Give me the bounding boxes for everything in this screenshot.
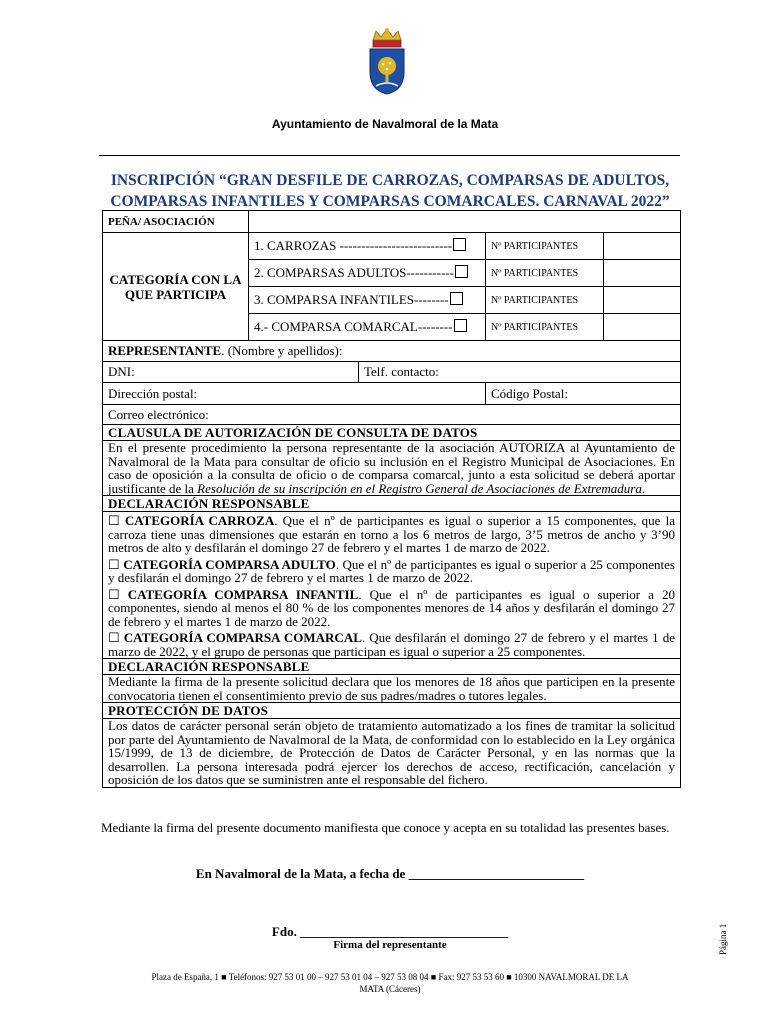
representante-hint: . (Nombre y apellidos):: [221, 343, 343, 358]
signature-line[interactable]: Fdo. ________________________________: [271, 924, 509, 939]
category-label: 1. CARROZAS --------------------------: [254, 238, 453, 253]
checkbox-icon[interactable]: ☐: [108, 513, 120, 528]
clausula-end: .: [641, 480, 646, 496]
item-title: CATEGORÍA COMPARSA COMARCAL: [123, 630, 362, 645]
proteccion-text: Los datos de carácter personal serán objeto de tratamiento automatizado a los fines de tramitar la solicitud por parte del Ayuntamiento de Navalmoral de la Mata, de conformidad con lo establecido en la Ley orgánica 15/1999, de 13 de diciembre, de Protección de Datos de Carácter Personal, y en las normas que la desarrollen. La persona interesada podrá ejercer los derechos de acceso, rectificación, cancelación y oposición de los datos que se suministren ante el responsable del fichero.: [103, 719, 681, 788]
checkbox-icon[interactable]: ☐: [108, 630, 120, 645]
declaracion-item-adulto[interactable]: [108, 558, 675, 585]
item-text: . Que el nº de participantes es igual o superior a 25 componentes y desfilarán el domingo 27 de febrero y el martes 1 de marzo de 2022.: [108, 556, 675, 585]
participants-label: Nº PARTICIPANTES: [486, 314, 604, 341]
signature-caption: Firma del representante: [333, 939, 447, 951]
representante-label: REPRESENTANTE: [108, 343, 222, 358]
participants-label: Nº PARTICIPANTES: [486, 260, 604, 287]
footer-line-1: Plaza de España, 1 ■ Teléfonos: 927 53 01 00 – 927 53 01 04 – 927 53 08 04 ■ Fax: 927 53 53 60 ■ 10300 NAVALMORAL DE LA: [151, 972, 629, 982]
pena-label: PEÑA/ ASOCIACIÓN: [103, 211, 249, 233]
title-line-1: INSCRIPCIÓN “GRAN DESFILE DE CARROZAS, COMPARSAS DE ADULTOS,: [110, 172, 670, 189]
clausula-italic: Resolución de su inscripción en el Registro General de Asociaciones de Extremadura: [197, 480, 642, 496]
item-text: . Que el nº de participantes es igual o superior a 20 componentes, siendo al menos el 80 % de los componentes menores de 14 años y desfilarán el domingo 27 de febrero y el martes 1 de marzo de 2022.: [108, 586, 675, 629]
document-title: [100, 170, 680, 212]
proteccion-heading: PROTECCIÓN DE DATOS: [103, 703, 681, 719]
coat-of-arms-icon: [364, 28, 410, 96]
category-label: 2. COMPARSAS ADULTOS-----------: [254, 265, 454, 280]
declaracion-items: [103, 512, 681, 659]
participants-field[interactable]: [604, 314, 681, 341]
place-date-line[interactable]: En Navalmoral de la Mata, a fecha de ___________________________: [195, 866, 585, 881]
checkbox-icon[interactable]: [455, 265, 468, 278]
pena-field[interactable]: [249, 211, 681, 233]
registration-form: [102, 210, 681, 788]
clausula-heading: CLAUSULA DE AUTORIZACIÓN DE CONSULTA DE DATOS: [103, 425, 681, 441]
item-title: CATEGORÍA COMPARSA INFANTIL: [127, 586, 359, 602]
category-label: 3. COMPARSA INFANTILES--------: [254, 292, 449, 307]
clausula-text: [103, 441, 681, 496]
participants-field[interactable]: [604, 287, 681, 314]
declaracion2-heading: DECLARACIÓN RESPONSABLE: [103, 659, 681, 675]
participants-label: Nº PARTICIPANTES: [486, 233, 604, 260]
category-label: 4.- COMPARSA COMARCAL--------: [254, 319, 453, 334]
category-comparsa-comarcal[interactable]: [249, 314, 486, 341]
dni-field[interactable]: DNI:: [103, 362, 359, 383]
categoria-label: CATEGORÍA CON LA QUE PARTICIPA: [103, 233, 249, 341]
codigo-postal-field[interactable]: Código Postal:: [486, 383, 681, 405]
correo-field[interactable]: Correo electrónico:: [103, 405, 681, 425]
title-line-2: COMPARSAS INFANTILES Y COMPARSAS COMARCALES. CARNAVAL 2022”: [110, 193, 670, 210]
acceptance-text: Mediante la firma del presente documento manifiesta que conoce y acepta en su totalidad las presentes bases.: [101, 820, 670, 835]
clausula-body: En el presente procedimiento la persona representante de la asociación AUTORIZA al Ayuntamiento de Navalmoral de la Mata para consultar de oficio su inclusión en el Registro Municipal de Asociaciones. En caso de oposición a la consulta de oficio o de comparsa comarcal, junto a esta solicitud se deberá aportar justificante de la: [108, 440, 675, 496]
declaracion-item-infantil[interactable]: [108, 588, 675, 629]
checkbox-icon[interactable]: ☐: [108, 556, 120, 572]
category-comparsa-infantiles[interactable]: [249, 287, 486, 314]
checkbox-icon[interactable]: [453, 238, 466, 251]
direccion-field[interactable]: Dirección postal:: [103, 383, 486, 405]
checkbox-icon[interactable]: [454, 319, 467, 332]
declaracion-heading: DECLARACIÓN RESPONSABLE: [103, 496, 681, 512]
page-number: Página 1: [718, 923, 728, 955]
footer: [100, 971, 680, 995]
checkbox-icon[interactable]: [450, 292, 463, 305]
item-title: CATEGORÍA CARROZA: [124, 513, 275, 528]
item-title: CATEGORÍA COMPARSA ADULTO: [123, 556, 336, 572]
participants-field[interactable]: [604, 233, 681, 260]
checkbox-icon[interactable]: ☐: [108, 586, 120, 602]
item-text: . Que el nº de participantes es igual o superior a 15 componentes, que la carroza tiene unas dimensiones que estarán en torno a los 6 metros de largo, 3’5 metros de ancho y 3’90 metros de alto y desfilarán el domingo 27 de febrero y el martes 1 de marzo de 2022.: [108, 513, 675, 555]
participants-label: Nº PARTICIPANTES: [486, 287, 604, 314]
declaracion-item-comarcal[interactable]: [108, 631, 675, 658]
declaracion-item-carroza[interactable]: [108, 514, 675, 555]
declaracion2-text: Mediante la firma de la presente solicitud declara que los menores de 18 años que participen en la presente convocatoria tienen el consentimiento previo de sus padres/madres o tutores legales.: [103, 675, 681, 703]
category-comparsas-adultos[interactable]: [249, 260, 486, 287]
telefono-field[interactable]: Telf. contacto:: [359, 362, 681, 383]
item-text: . Que desfilarán el domingo 27 de febrero y el martes 1 de marzo de 2022, y el grupo de personas que participan es igual o superior a 25 componentes.: [108, 630, 675, 659]
header-divider: [99, 155, 680, 156]
council-name: Ayuntamiento de Navalmoral de la Mata: [271, 117, 499, 131]
representante-field[interactable]: [103, 341, 681, 362]
category-carrozas[interactable]: [249, 233, 486, 260]
participants-field[interactable]: [604, 260, 681, 287]
footer-line-2: MATA (Cáceres): [359, 984, 421, 994]
